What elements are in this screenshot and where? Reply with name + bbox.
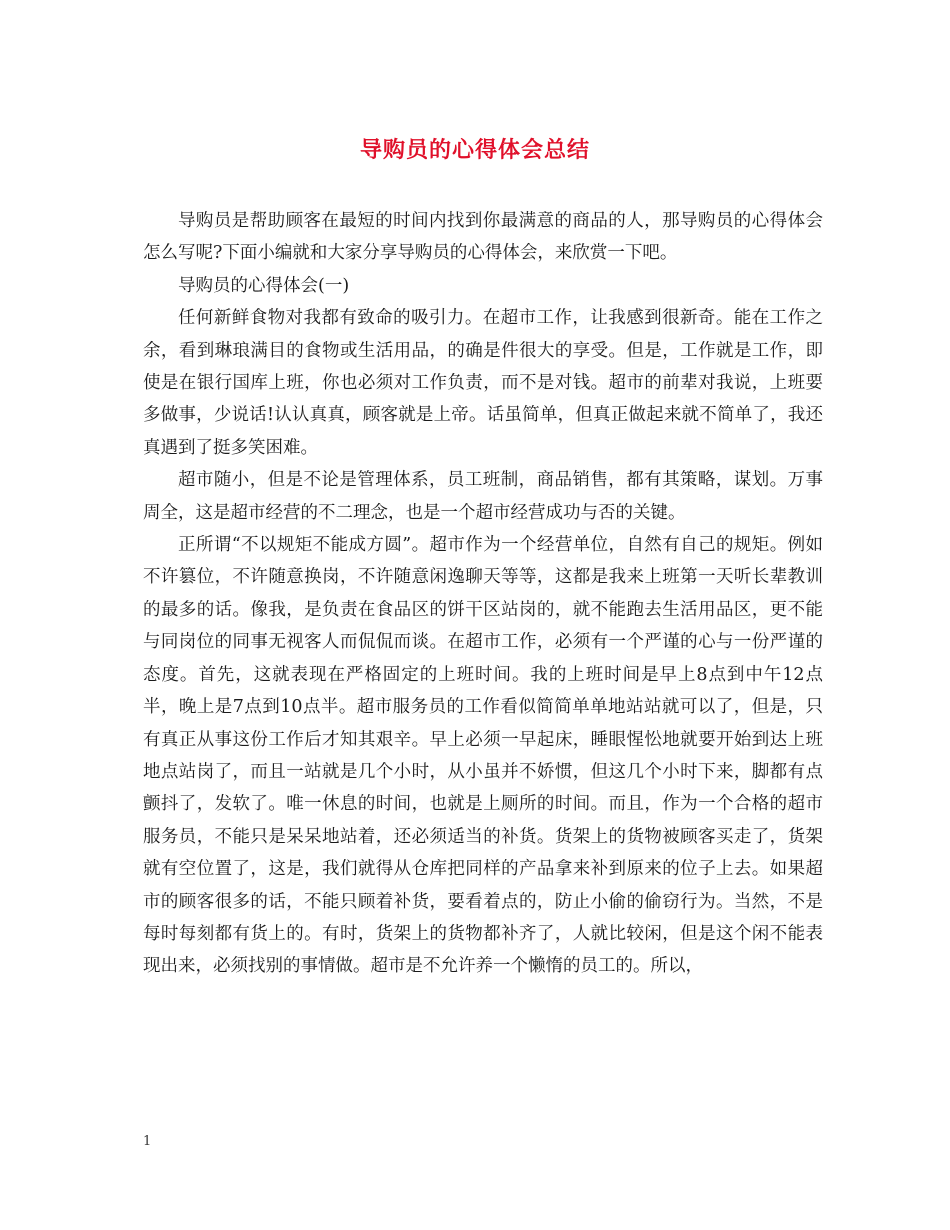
intro-paragraph: 导购员是帮助顾客在最短的时间内找到你最满意的商品的人，那导购员的心得体会怎么写呢?下面小编就和大家分享导购员的心得体会，来欣赏一下吧。 bbox=[143, 211, 823, 264]
document-title: 导购员的心得体会总结 bbox=[359, 137, 590, 163]
page-number: 1 bbox=[143, 1134, 152, 1149]
document-body bbox=[143, 205, 823, 983]
body-paragraph: 正所谓“不以规矩不能成方圆”。超市作为一个经营单位，自然有自己的规矩。例如不许篡位，不许随意换岗，不许随意闲逸聊天等等，这都是我来上班第一天听长辈教训的最多的话。像我，是负责在食品区的饼干区站岗的，就不能跑去生活用品区，更不能与同岗位的同事无视客人而侃侃而谈。在超市工作，必须有一个严谨的心与一份严谨的态度。首先，这就表现在严格固定的上班时间。我的上班时间是早上8点到中午12点半，晚上是7点到10点半。超市服务员的工作看似简简单单地站站就可以了，但是，只有真正从事这份工作后才知其艰辛。早上必须一早起床，睡眼惺忪地就要开始到达上班地点站岗了，而且一站就是几个小时，从小虽并不娇惯，但这几个小时下来，脚都有点颤抖了，发软了。唯一休息的时间，也就是上厕所的时间。而且，作为一个合格的超市服务员，不能只是呆呆地站着，还必须适当的补货。货架上的货物被顾客买走了，货架就有空位置了，这是，我们就得从仓库把同样的产品拿来补到原来的位子上去。如果超市的顾客很多的话，不能只顾着补货，要看着点的，防止小偷的偷窃行为。当然，不是每时每刻都有货上的。有时，货架上的货物都补齐了，人就比较闲，但是这个闲不能表现出来，必须找别的事情做。超市是不允许养一个懒惰的员工的。所以， bbox=[143, 535, 823, 977]
body-paragraph: 超市随小，但是不论是管理体系，员工班制，商品销售，都有其策略，谋划。万事周全，这是超市经营的不二理念，也是一个超市经营成功与否的关键。 bbox=[143, 470, 823, 523]
body-paragraph: 任何新鲜食物对我都有致命的吸引力。在超市工作，让我感到很新奇。能在工作之余，看到琳琅满目的食物或生活用品，的确是件很大的享受。但是，工作就是工作，即使是在银行国库上班，你也必须对工作负责，而不是对钱。超市的前辈对我说，上班要多做事，少说话!认认真真，顾客就是上帝。话虽简单，但真正做起来就不简单了，我还真遇到了挺多笑困难。 bbox=[143, 308, 823, 458]
section-heading: 导购员的心得体会(一) bbox=[178, 275, 350, 296]
